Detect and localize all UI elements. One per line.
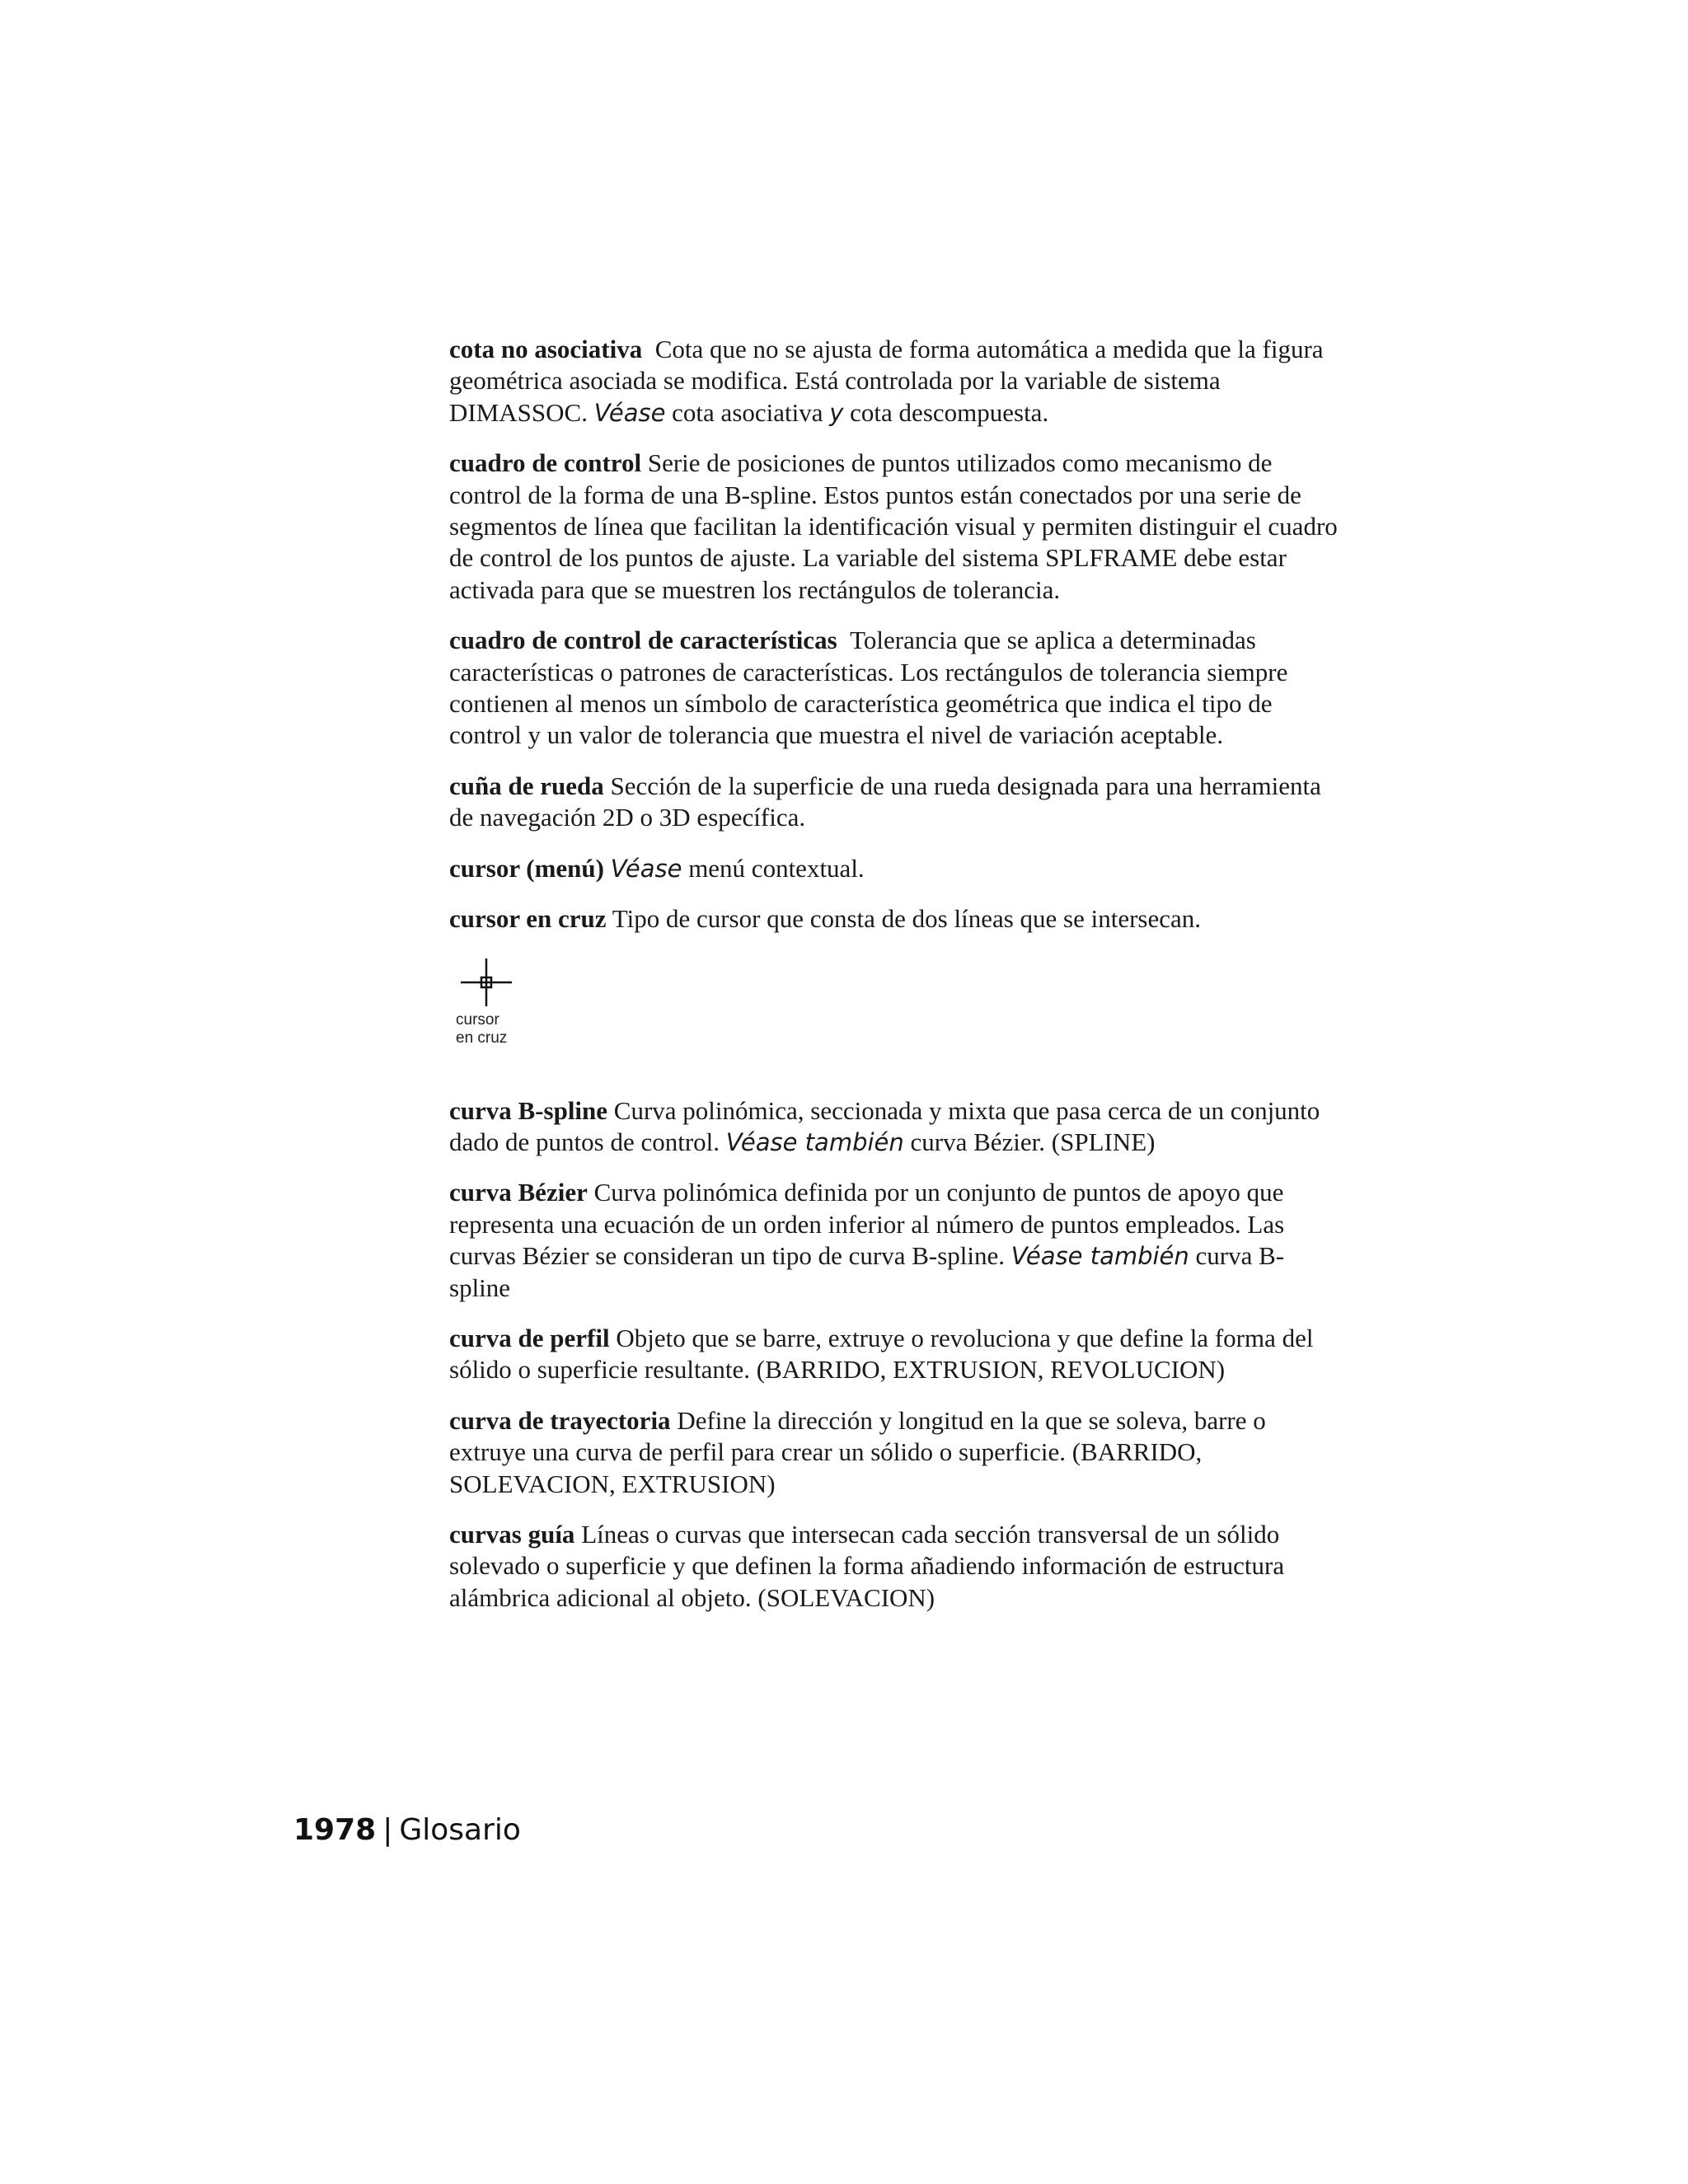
entry-crossref: Véase también <box>725 1127 904 1156</box>
section-name: Glosario <box>399 1813 521 1847</box>
entry-crossref: Véase <box>593 398 666 427</box>
page-footer <box>293 1813 521 1847</box>
figure-caption-line: cursor <box>456 1010 499 1029</box>
page-number: 1978 <box>293 1813 377 1847</box>
entry-text: curva B-spline <box>449 1241 1285 1302</box>
entry-term: cota no asociativa <box>449 335 643 363</box>
entry-text: curva Bézier. (SPLINE) <box>903 1127 1156 1156</box>
entry-term: cursor en cruz <box>449 904 607 934</box>
entry-text: Define la dirección y longitud en la que se soleva, barre o extruye una curva de perfil para crear un sólido o superficie. (BARRIDO, SOLEVACION, EXTRUSION) <box>449 1405 1266 1498</box>
figure-caption-line: en cruz <box>456 1029 508 1047</box>
entry-text: Líneas o curvas que intersecan cada sección transversal de un sólido solevado o superficie y que definen la forma añadiendo información de estructura alámbrica adicional al objeto. (SOLEVACION) <box>449 1519 1285 1612</box>
entry-text: Serie de posiciones de puntos utilizados como mecanismo de control de la forma de una B-spline. Estos puntos están conectados por una serie de segmentos de línea que facilitan la identificación visual y permiten distinguir el cuadro de control de los puntos de ajuste. La variable del sistema SPLFRAME debe estar activada para que se muestren los rectángulos de tolerancia. <box>449 448 1338 604</box>
entry-text: cota asociativa <box>665 397 830 427</box>
glossary-entry-curva-bezier <box>449 1177 1339 1304</box>
entry-term: curva B-spline <box>449 1095 608 1125</box>
glossary-entry-cota-no-asociativa <box>449 334 1339 429</box>
entry-text: Objeto que se barre, extruye o revoluciona y que define la forma del sólido o superficie resultante. (BARRIDO, EXTRUSION, REVOLUCION) <box>449 1323 1314 1385</box>
entry-term: cuadro de control <box>449 448 642 478</box>
entry-crossref: y <box>829 398 844 427</box>
glossary-content <box>449 334 1339 1633</box>
crosshair-cursor-icon <box>456 955 555 1013</box>
crosshair-figure <box>456 955 555 1062</box>
entry-text: Sección de la superficie de una rueda designada para una herramienta de navegación 2D o 3D específica. <box>449 771 1321 832</box>
entry-text: Cota que no se ajusta de forma automática a medida que la figura geométrica asociada se modifica. Está controlada por la variable de sistema DIMASSOC. <box>449 335 1324 427</box>
entry-crossref: Véase también <box>1010 1242 1189 1271</box>
entry-text: cota descompuesta. <box>843 397 1049 427</box>
entry-text: Tipo de cursor que consta de dos líneas que se intersecan. <box>612 904 1202 934</box>
glossary-entry-curvas-guia <box>449 1519 1339 1614</box>
entry-term: curvas guía <box>449 1519 575 1549</box>
figure-caption <box>456 1011 555 1047</box>
glossary-entry-cuadro-de-control-de-caracteristicas <box>449 625 1339 752</box>
entry-term: curva de perfil <box>449 1323 610 1352</box>
glossary-entry-curva-de-perfil <box>449 1323 1339 1386</box>
glossary-entry-curva-de-trayectoria <box>449 1405 1339 1500</box>
entry-term: curva de trayectoria <box>449 1405 671 1435</box>
glossary-entry-cuna-de-rueda <box>449 771 1339 834</box>
entry-crossref: Véase <box>610 854 682 883</box>
glossary-entry-cuadro-de-control <box>449 448 1339 606</box>
glossary-entry-cursor-menu <box>449 853 1339 884</box>
entry-term: cuña de rueda <box>449 771 604 800</box>
entry-term: curva Bézier <box>449 1178 588 1207</box>
footer-separator: | <box>382 1813 393 1847</box>
glossary-entry-curva-b-spline <box>449 1095 1339 1159</box>
entry-term: cursor (menú) <box>449 853 604 883</box>
entry-text: Curva polinómica, seccionada y mixta que pasa cerca de un conjunto dado de puntos de control. <box>449 1095 1320 1156</box>
entry-text: Curva polinómica definida por un conjunto de puntos de apoyo que representa una ecuación de un orden inferior al número de puntos empleados. Las curvas Bézier se consideran un tipo de curva B-spline. <box>449 1178 1285 1271</box>
entry-text: Tolerancia que se aplica a determinadas características o patrones de características. Los rectángulos de tolerancia siempre contienen al menos un símbolo de característica geométrica que indica el tipo de control y un valor de tolerancia que muestra el nivel de variación aceptable. <box>449 626 1288 750</box>
glossary-entry-cursor-en-cruz <box>449 903 1339 935</box>
entry-term: cuadro de control de características <box>449 626 837 655</box>
entry-text: menú contextual. <box>682 853 865 883</box>
